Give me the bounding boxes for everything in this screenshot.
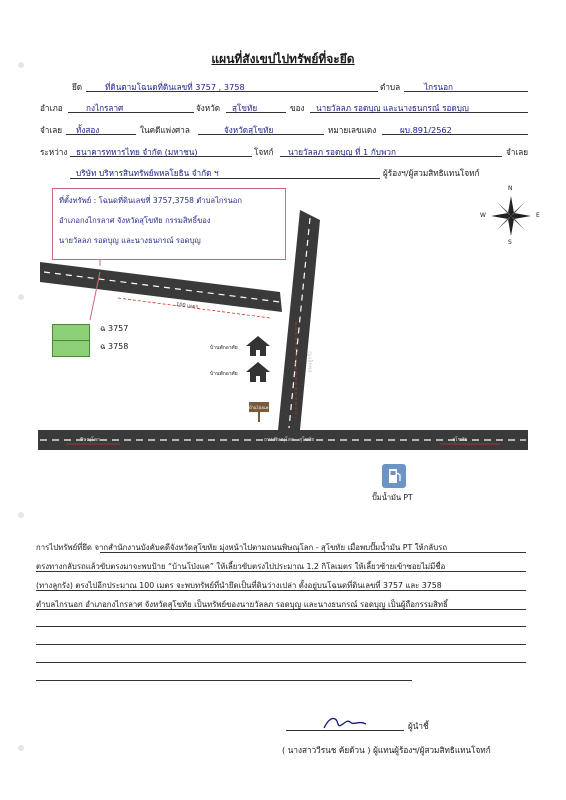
to-right-label: สุโขทัย xyxy=(452,437,468,443)
signature-name: ( นางสาววีรนช ค้ยด้วน ) ผู้แทนผู้ร้องฯ/ผู้สวมสิทธิแทนโจทก์ xyxy=(282,745,491,755)
notice-line: ที่ตั้งทรัพย์ : โฉนดที่ดินเลขที่ 3757,3758 ตำบลไกรนอก xyxy=(59,196,242,205)
amphoe-value: กงไกรลาศ xyxy=(86,103,124,113)
debtor-value: ทั้งสอง xyxy=(76,125,100,135)
gas-station-label: ปั๊มน้ำมัน PT xyxy=(372,493,413,502)
owner-value: นายวัลลภ รอดบุญ และนางธนกรณ์ รอดบุญ xyxy=(316,103,469,113)
tambon-label: ตำบล xyxy=(380,82,401,92)
defendant-role: จำเลย xyxy=(506,147,529,157)
tambon-value: ไกรนอก xyxy=(424,82,453,92)
notice-line: อำเภอกงไกรลาศ จังหวัดสุโขทัย กรรมสิทธิ์ของ xyxy=(59,216,211,225)
underline xyxy=(36,609,526,610)
to-left-label: พิษณุโลก xyxy=(80,437,101,443)
blank-line xyxy=(36,680,412,681)
compass-e: E xyxy=(536,212,540,219)
compass-w: W xyxy=(480,212,486,219)
house-icon xyxy=(246,362,270,382)
case-label: หมายเลขแดง xyxy=(328,125,377,135)
compass-icon xyxy=(480,185,540,246)
compass-n: N xyxy=(508,185,513,192)
province-value: สุโขทัย xyxy=(232,103,258,113)
blank-line xyxy=(36,644,526,645)
company-role: ผู้ร้องฯ/ผู้สวมสิทธิแทนโจทก์ xyxy=(383,168,480,178)
notice-line: นายวัลลภ รอดบุญ และนางธนกรณ์ รอดบุญ xyxy=(59,236,201,245)
property-notice-box xyxy=(52,188,286,260)
directions-line: ตรงทางกลับรถแล้วขับตรงมาจะพบป้าย “บ้านโป่งแค” ให้เลี้ยวขับตรงไปประมาณ 1.2 กิโลเมตร ให้เลี้ยวซ้ายเข้าซอยไม่มีชื่อ xyxy=(36,562,446,571)
defendant-value: นายวัลลภ รอดบุญ ที่ 1 กับพวก xyxy=(288,147,396,157)
between-label: ระหว่าง xyxy=(40,147,68,157)
company-value: บริษัท บริหารสินทรัพย์พหลโยธิน จำกัด ฯ xyxy=(76,168,219,178)
underline xyxy=(36,590,526,591)
underline xyxy=(36,571,526,572)
owner-label: ของ xyxy=(290,103,305,113)
signature-role: ผู้นำชี้ xyxy=(408,721,429,731)
amphoe-label: อำเภอ xyxy=(40,103,63,113)
blank-line xyxy=(36,626,526,627)
province-label: จังหวัด xyxy=(196,103,221,113)
court-value: จังหวัดสุโขทัย xyxy=(224,125,274,135)
plaintiff-value: ธนาคารทหารไทย จำกัด (มหาชน) xyxy=(76,147,198,157)
gas-station-icon xyxy=(382,464,406,488)
court-label: ในคดีแพ่งศาล xyxy=(140,125,190,135)
plaintiff-role: โจทก์ xyxy=(254,147,274,157)
seize-label: ยึด xyxy=(72,82,83,92)
landmark-house-label: บ้านพักอาศัย xyxy=(210,345,238,351)
directions-line: (ทางลูกรัง) ตรงไปอีกประมาณ 100 เมตร จะพบทรัพย์ที่นำยึดเป็นที่ดินว่างเปล่า ตั้งอยู่บนโฉนดที่ดินเลขที่ 3757 และ 3758 xyxy=(36,581,442,590)
side-road xyxy=(40,262,282,312)
distance-vertical-label: 1.2 กิโลเมตร xyxy=(297,363,304,393)
sign-label: บ้านโป่งแค xyxy=(249,405,269,410)
main-road-label: ถนนพิษณุโลก - สุโขทัย xyxy=(264,437,315,443)
seize-value: ที่ดินตามโฉนดที่ดินเลขที่ 3757 , 3758 xyxy=(105,82,245,92)
case-value: ผบ.891/2562 xyxy=(400,125,452,135)
distance-horizontal-label: 100 เมตร xyxy=(175,301,199,311)
side-road-label: ถนนลูกรัง xyxy=(307,351,314,373)
house-icon xyxy=(246,336,270,356)
lot-3758 xyxy=(52,340,90,357)
directions-line: ตำบลไกรนอก อำเภอกงไกรลาศ จังหวัดสุโขทัย เป็นทรัพย์ของนายวัลลภ รอดบุญ และนางธนกรณ์ รอดบุญ เป็นผู้ถือกรรมสิทธิ์ xyxy=(36,600,448,609)
debtor-label: จำเลย xyxy=(40,125,63,135)
blank-line xyxy=(36,662,526,663)
lot-label: ฉ 3757 xyxy=(100,324,129,333)
signature-line xyxy=(286,730,404,731)
lot-label: ฉ 3758 xyxy=(100,342,129,351)
punch-hole xyxy=(18,745,24,751)
lot-3757 xyxy=(52,324,90,341)
page-title: แผนที่สังเขปไปทรัพย์ที่จะยึด xyxy=(211,52,355,66)
underline xyxy=(100,552,526,553)
landmark-house-label: บ้านพักอาศัย xyxy=(210,371,238,377)
compass-s: S xyxy=(508,239,512,246)
directions-line: การไปทรัพย์ที่ยึด จากสำนักงานบังคับคดีจังหวัดสุโขทัย มุ่งหน้าไปตามถนนพิษณุโลก - สุโขทัย เมื่อพบปั๊มน้ำมัน PT ให้กลับรถ xyxy=(36,543,448,552)
